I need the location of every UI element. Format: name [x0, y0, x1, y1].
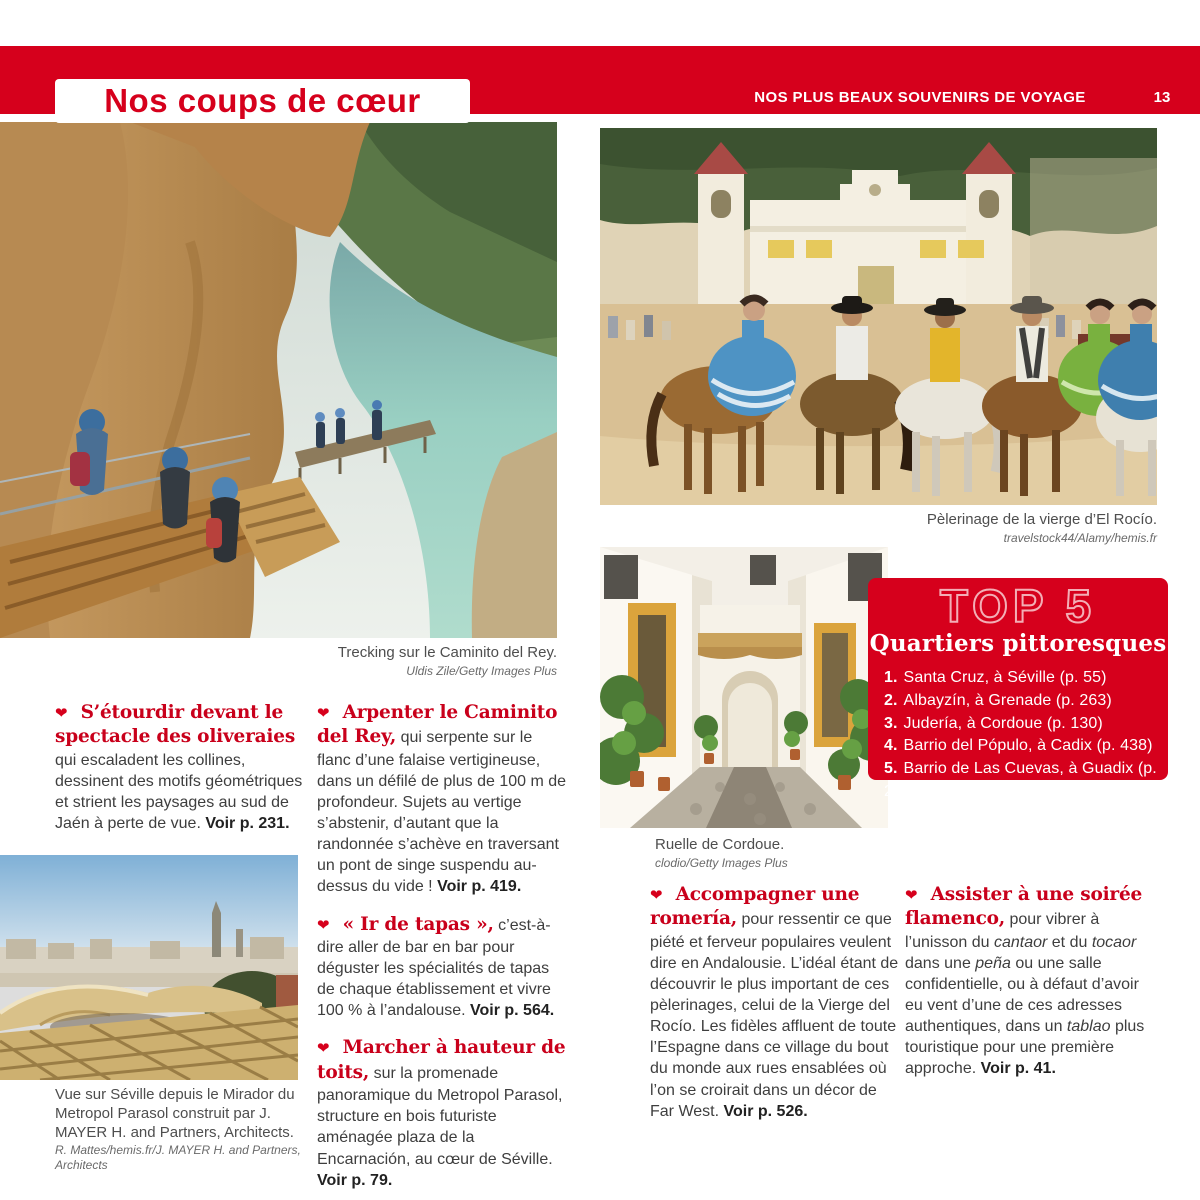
top5-item — [884, 758, 1168, 803]
top5-item-label: Santa Cruz, à Séville (p. 55) — [903, 669, 1107, 687]
section-header: NOS PLUS BEAUX SOUVENIRS DE VOYAGE — [754, 89, 1086, 106]
article-romeria — [650, 883, 902, 1122]
top5-item-num: 4. — [884, 737, 898, 755]
caminito-photo — [0, 122, 557, 638]
article-body: ou une salle confidentielle, ou à défaut d’avoir eu vent d’une de ces adresses authentiques, dans un — [905, 954, 1139, 1036]
cordoue-credit: clodio/Getty Images Plus — [655, 855, 788, 870]
cordoue-photo — [600, 547, 888, 828]
top5-item — [884, 667, 1168, 690]
rocio-caption: Pèlerinage de la vierge d’El Rocío. — [926, 511, 1157, 528]
top5-box — [868, 578, 1168, 800]
article-heading: Arpenter le Caminito del Rey, — [317, 702, 558, 748]
article-body: qui serpente sur le flanc d’une falaise vertigineuse, dans un défilé de plus de 100 m de profondeur. Sujets au vertige s’abstenir, d’autant que la randonnée s’achève en traversant un pont de singe suspendu au-dessus du vide ! — [317, 729, 567, 896]
article-body: qui escaladent les collines, dessinent des motifs géométriques et strient les paysages au sud de Jaén à perte de vue. — [55, 751, 303, 833]
top5-item-label: Barrio del Pópulo, à Cadix (p. 438) — [903, 737, 1153, 755]
seville-credit: R. Mattes/hemis.fr/J. MAYER H. and Partners, Architects — [55, 1143, 301, 1173]
rocio-photo-art — [600, 128, 1157, 505]
rocio-photo — [600, 128, 1157, 505]
seville-photo — [0, 855, 298, 1080]
page-title-box — [55, 79, 470, 123]
top5-item-label: Albayzín, à Grenade (p. 263) — [903, 692, 1112, 710]
top5-item-num: 3. — [884, 714, 898, 732]
article-page-ref: Voir p. 419. — [437, 878, 522, 896]
article-caminito — [317, 701, 569, 898]
article-body: c’est-à-dire aller de bar en bar pour déguster les spécialités de tapas de chaque établissement et vivre 100 % à l’andalouse. — [317, 916, 551, 1020]
article-term: cantaor — [993, 933, 1048, 951]
article-body: et du — [1047, 933, 1092, 951]
top5-kicker: TOP 5 — [939, 580, 1097, 632]
top5-item-num: 5. — [884, 760, 898, 778]
article-term: peña — [975, 954, 1011, 972]
article-term: tablao — [1066, 1018, 1111, 1036]
article-heading: Assister à une soirée flamenco, — [905, 884, 1143, 930]
article-body: pour vibrer à l’unisson du — [905, 911, 1100, 951]
caminito-caption: Trecking sur le Caminito del Rey. — [337, 644, 557, 661]
top5-list — [884, 667, 1168, 803]
article-body: pour ressentir ce que piété et ferveur populaires veulent dire en Andalousie. L’idéal étant de découvrir le plus important de ces pèlerinages, celui de la Vierge del Rocío. Les fidèles affluent de toute l’Espagne dans ce village du bout du monde aux rues ensablées où l’on se croirait dans un décor de Far West. — [650, 911, 899, 1120]
top5-item — [884, 713, 1168, 736]
article-page-ref: Voir p. 41. — [980, 1060, 1056, 1078]
top5-title: Quartiers pittoresques — [869, 630, 1167, 658]
article-page-ref: Voir p. 564. — [470, 1002, 555, 1020]
top5-item-label: Judería, à Cordoue (p. 130) — [903, 714, 1103, 732]
heart-icon: ❤ — [650, 887, 663, 904]
top5-item-num: 1. — [884, 669, 898, 687]
article-body: plus touristique pour une première approche. — [905, 1018, 1145, 1078]
top5-item-label: Barrio de Las Cuevas, à Guadix (p. 292) — [884, 760, 1157, 800]
heart-icon: ❤ — [317, 705, 330, 722]
heart-icon: ❤ — [905, 887, 918, 904]
heart-icon: ❤ — [317, 916, 330, 934]
top5-item — [884, 690, 1168, 713]
top5-item-num: 2. — [884, 692, 898, 710]
cordoue-photo-art — [600, 547, 888, 828]
article-flamenco — [905, 883, 1159, 1080]
rocio-credit: travelstock44/Alamy/hemis.fr — [1003, 530, 1157, 545]
heart-icon: ❤ — [317, 1040, 330, 1058]
caminito-photo-art — [0, 122, 557, 638]
article-oliveraies — [55, 701, 305, 834]
seville-caption-block — [55, 1086, 327, 1173]
seville-caption: Vue sur Séville depuis le Mirador du Metropol Parasol construit par J. MAYER H. and Partners, Architects. — [55, 1086, 295, 1141]
article-body: dans une — [905, 954, 976, 972]
article-heading: Accompagner une romería, — [650, 884, 860, 930]
cordoue-caption-block — [655, 836, 955, 871]
caminito-caption-block — [157, 644, 557, 679]
article-page-ref: Voir p. 231. — [205, 815, 290, 833]
article-tapas — [317, 913, 569, 1022]
page-number: 13 — [1153, 89, 1171, 106]
article-term: tocaor — [1091, 933, 1137, 951]
article-toits — [317, 1036, 569, 1190]
page-title: Nos coups de cœur — [104, 82, 421, 119]
cordoue-caption: Ruelle de Cordoue. — [655, 836, 785, 853]
column-oliveraies — [55, 701, 305, 849]
article-page-ref: Voir p. 526. — [723, 1102, 808, 1120]
seville-photo-art — [0, 855, 298, 1080]
caminito-credit: Uldis Zile/Getty Images Plus — [406, 663, 557, 678]
top5-item — [884, 735, 1168, 758]
article-heading: Marcher à hauteur de toits, — [317, 1037, 566, 1083]
article-heading: S’étourdir devant le spectacle des oliveraies — [55, 702, 296, 748]
article-page-ref: Voir p. 79. — [317, 1171, 393, 1189]
column-caminito-tapas-toits — [317, 701, 569, 1200]
rocio-caption-block — [757, 511, 1157, 546]
column-flamenco — [905, 883, 1159, 1095]
column-romeria — [650, 883, 902, 1137]
article-heading: « Ir de tapas », — [342, 913, 494, 935]
article-body: sur la promenade panoramique du Metropol Parasol, structure en bois futuriste aménagée plaza de la Encarnación, au cœur de Séville. — [317, 1064, 563, 1168]
heart-icon: ❤ — [55, 705, 68, 722]
